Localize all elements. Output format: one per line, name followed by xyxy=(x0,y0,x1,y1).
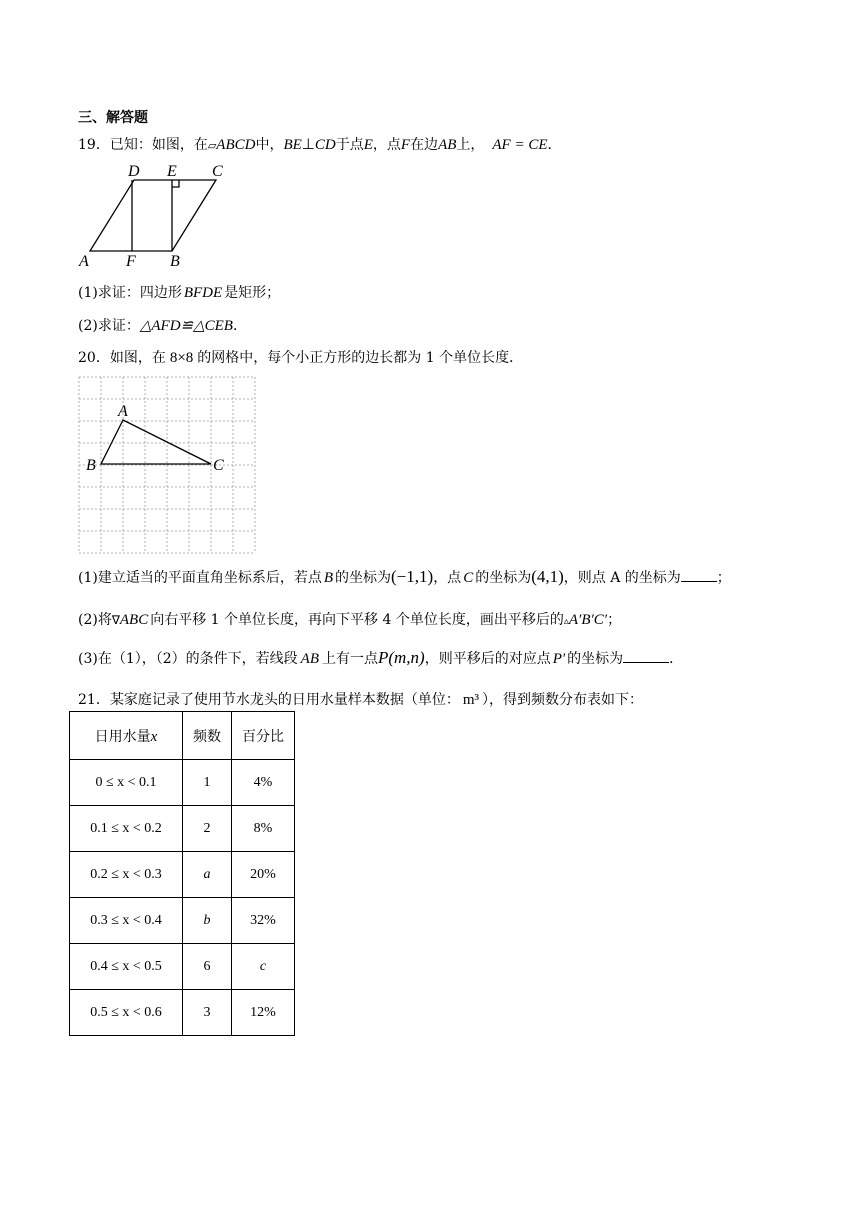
q19-part1 xyxy=(78,282,280,302)
q20-part2 xyxy=(78,609,621,629)
q19-text: 已知：如图，在 xyxy=(109,137,208,153)
cell-range: 0.4 ≤ x < 0.5 xyxy=(70,944,183,990)
q20-part1-text: ； xyxy=(716,570,731,586)
q20-part3-text: 的坐标为 xyxy=(567,651,624,667)
table-row xyxy=(70,990,295,1036)
q20-statement xyxy=(78,347,523,367)
q21-text: 某家庭记录了使用节水龙头的日用水量样本数据（单位： xyxy=(109,692,460,708)
label-a: A xyxy=(79,253,89,270)
q19-statement xyxy=(78,134,562,154)
cell-count: b xyxy=(183,898,232,944)
grid-label-c: C xyxy=(213,457,224,474)
q19-ab: AB xyxy=(438,137,457,153)
label-b: B xyxy=(170,253,180,270)
q19-number: 19． xyxy=(78,137,110,153)
q19-text: ． xyxy=(547,137,562,153)
q19-part2-text: (2)求证： xyxy=(78,318,140,334)
q20-coord-c: (4,1) xyxy=(531,567,564,586)
q19-text: 上， xyxy=(456,137,485,153)
header-pct: 百分比 xyxy=(232,712,295,760)
q20-part1 xyxy=(78,567,731,587)
q19-congruence: △AFD≌△CEB xyxy=(139,318,233,334)
q21-number: 21． xyxy=(78,692,110,708)
q20-part2-text: (2)将 xyxy=(78,612,112,628)
q20-part3 xyxy=(78,648,683,668)
q20-number: 20． xyxy=(78,350,110,366)
q21-text: ），得到频数分布表如下： xyxy=(482,692,643,708)
q20-part3-text: 上有一点 xyxy=(321,651,378,667)
cell-pct: 4% xyxy=(232,760,295,806)
cell-pct: 20% xyxy=(232,852,295,898)
q20-part3-text: ． xyxy=(669,651,684,667)
triangle-icon: ▵ xyxy=(563,616,569,627)
q19-quad: BFDE xyxy=(183,285,223,301)
q19-text: ，点 xyxy=(372,137,401,153)
q19-text: 于点 xyxy=(335,137,364,153)
q20-coord-b: (−1,1) xyxy=(391,567,434,586)
cell-range: 0.3 ≤ x < 0.4 xyxy=(70,898,183,944)
perpendicular-icon: ⊥ xyxy=(301,137,315,153)
q19-text: 中， xyxy=(255,137,284,153)
table-row xyxy=(70,852,295,898)
q20-text: 的网格中，每个小正方形的边长都为 1 个单位长度． xyxy=(197,350,524,366)
q19-cd: CD xyxy=(314,137,336,153)
table-row xyxy=(70,806,295,852)
q21-unit: m³ xyxy=(462,692,479,708)
cell-count: 3 xyxy=(183,990,232,1036)
table-row xyxy=(70,898,295,944)
q19-be: BE xyxy=(283,137,302,153)
label-c: C xyxy=(212,163,223,180)
q20-part1-text: ，点 xyxy=(433,570,462,586)
label-d: D xyxy=(128,163,140,180)
q20-ab: AB xyxy=(300,651,319,667)
grid-label-b: B xyxy=(86,457,96,474)
q20-part2-text: ； xyxy=(607,612,622,628)
q20-point-p-prime: P′ xyxy=(552,651,566,667)
answer-blank[interactable] xyxy=(681,569,717,582)
cell-pct: 32% xyxy=(232,898,295,944)
label-e: E xyxy=(167,163,177,180)
label-f: F xyxy=(126,253,136,270)
q20-part1-text: 的坐标为 xyxy=(335,570,392,586)
q21-statement xyxy=(78,689,643,709)
q20-abc: ABC xyxy=(119,612,149,628)
q20-point-c: C xyxy=(463,570,474,586)
q20-part1-text: (1)建立适当的平面直角坐标系后，若点 xyxy=(78,570,322,586)
q19-f: F xyxy=(400,137,411,153)
q19-part2-text: ． xyxy=(232,318,247,334)
q20-part3-text: ，则平移后的对应点 xyxy=(424,651,551,667)
cell-pct: c xyxy=(232,944,295,990)
cell-range: 0.1 ≤ x < 0.2 xyxy=(70,806,183,852)
cell-count: a xyxy=(183,852,232,898)
triangle-icon: ∇ xyxy=(111,613,120,627)
q20-grid-figure xyxy=(76,374,260,556)
table-row xyxy=(70,944,295,990)
header-water xyxy=(70,712,183,760)
q19-equation: AF = CE xyxy=(492,137,548,153)
q19-text: 在边 xyxy=(410,137,439,153)
table-header-row xyxy=(70,712,295,760)
header-var: x xyxy=(150,728,158,745)
cell-count: 6 xyxy=(183,944,232,990)
parallelogram-icon: ▱ xyxy=(207,139,217,152)
q20-point-p: P(m,n) xyxy=(377,648,425,667)
q19-part1-text: 是矩形； xyxy=(224,285,281,301)
q20-part2-text: 向右平移 1 个单位长度，再向下平移 4 个单位长度，画出平移后的 xyxy=(150,612,564,628)
answer-blank[interactable] xyxy=(623,650,669,663)
cell-count: 2 xyxy=(183,806,232,852)
q20-abc-prime: A′B′C′ xyxy=(568,612,608,628)
q20-point-b: B xyxy=(323,570,334,586)
q19-part1-text: (1)求证：四边形 xyxy=(78,285,182,301)
triangle-abc xyxy=(101,420,211,464)
header-count: 频数 xyxy=(183,712,232,760)
q19-parallelogram-figure xyxy=(74,158,244,270)
q20-grid-size: 8×8 xyxy=(169,350,194,366)
grid-label-a: A xyxy=(118,403,128,420)
section-title: 三、解答题 xyxy=(78,110,148,126)
cell-range: 0.2 ≤ x < 0.3 xyxy=(70,852,183,898)
q19-e: E xyxy=(363,137,373,153)
frequency-table xyxy=(69,711,295,1036)
q20-part1-text: 的坐标为 xyxy=(475,570,532,586)
cell-pct: 12% xyxy=(232,990,295,1036)
table-row xyxy=(70,760,295,806)
q20-text: 如图，在 xyxy=(109,350,166,366)
cell-range: 0.5 ≤ x < 0.6 xyxy=(70,990,183,1036)
q19-abcd: ABCD xyxy=(216,137,256,153)
header-water-label: 日用水量 xyxy=(94,728,151,745)
q20-part1-text: ，则点 A 的坐标为 xyxy=(563,570,681,586)
cell-range: 0 ≤ x < 0.1 xyxy=(70,760,183,806)
q20-part3-text: (3)在（1），（2）的条件下，若线段 xyxy=(78,651,298,667)
q19-part2 xyxy=(78,315,247,335)
cell-count: 1 xyxy=(183,760,232,806)
cell-pct: 8% xyxy=(232,806,295,852)
